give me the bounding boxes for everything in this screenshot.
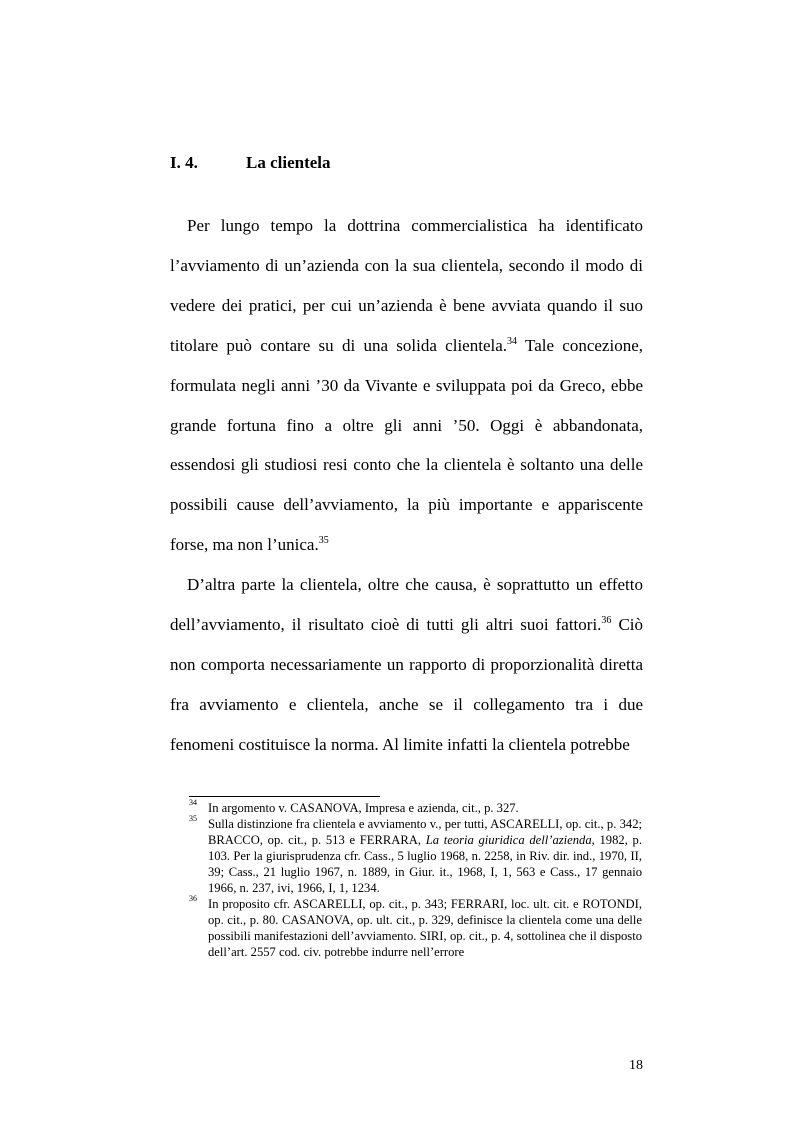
paragraph-text: Ciò non comporta necessariamente un rapporto di proporzionalità diretta fra avviamento e clientela, anche se il collegamento tra i due fenomeni costituisce la norma. Al limite infatti la clientela potrebbe <box>170 615 644 754</box>
footnote <box>189 816 642 896</box>
section-title: La clientela <box>246 153 331 172</box>
paragraph-text: Tale concezione, formulata negli anni ’30 da Vivante e sviluppata poi da Greco, ebbe grande fortuna fino a oltre gli anni ’50. Oggi è abbandonata, essendosi gli studiosi resi conto che la clientela è soltanto una delle possibili cause dell’avviamento, la più importante e appariscente forse, ma non l’unica. <box>170 335 643 555</box>
footnote-number: 36 <box>189 894 197 903</box>
footnotes <box>189 800 642 960</box>
section-number: I. 4. <box>170 153 198 172</box>
footnote <box>189 896 642 960</box>
book-title: La teoria giuridica dell’azienda <box>425 833 592 847</box>
paragraph-text: Per lungo tempo la dottrina commercialistica ha identificato l’avviamento di un’azienda con la sua clientela, secondo il modo di vedere dei pratici, per cui un’azienda è bene avviata quando il suo titolare può contare su di una solida clientela. <box>170 216 643 355</box>
footnote-text: Sulla distinzione fra clientela e avviamento v., per tutti, ASCARELLI, op. cit., p. 342; BRACCO, op. cit., p. 513 e FERRARA, <box>208 817 642 847</box>
paragraph <box>170 206 643 565</box>
footnote <box>189 800 642 816</box>
paragraph-text: D’altra parte la clientela, oltre che causa, è soprattutto un effetto dell’avviamento, il risultato cioè di tutti gli altri suoi fattori. <box>170 575 643 635</box>
footnote-reference[interactable]: 34 <box>507 335 518 347</box>
body-text <box>170 206 643 765</box>
page-number: 18 <box>629 1058 643 1073</box>
footnote-text: In argomento v. CASANOVA, Impresa e azienda, cit., p. 327. <box>208 801 519 815</box>
footnote-text: In proposito cfr. ASCARELLI, op. cit., p. 343; FERRARI, loc. ult. cit. e ROTONDI, op. cit., p. 80. CASANOVA, op. ult. cit., p. 329, definisce la clientela come una delle possibili manifestazioni dell’avviamento. SIRI, op. cit., p. 4, sottolinea che il disposto dell’art. 2557 cod. civ. potrebbe indurre nell’errore <box>208 897 642 959</box>
footnote-reference[interactable]: 36 <box>601 615 612 627</box>
footnote-separator <box>189 796 380 797</box>
paragraph <box>170 565 643 765</box>
footnote-reference[interactable]: 35 <box>318 535 329 547</box>
section-heading <box>170 153 331 173</box>
footnote-number: 34 <box>189 798 197 807</box>
footnote-text: , 1982, p. 103. Per la giurisprudenza cfr. Cass., 5 luglio 1968, n. 2258, in Riv. dir. ind., 1970, II, 39; Cass., 21 luglio 1967, n. 1889, in Giur. it., 1968, I, 1, 563 e Cass., 17 gennaio 1966, n. 237, ivi, 1966, I, 1, 1234. <box>208 833 643 895</box>
footnote-number: 35 <box>189 814 197 823</box>
